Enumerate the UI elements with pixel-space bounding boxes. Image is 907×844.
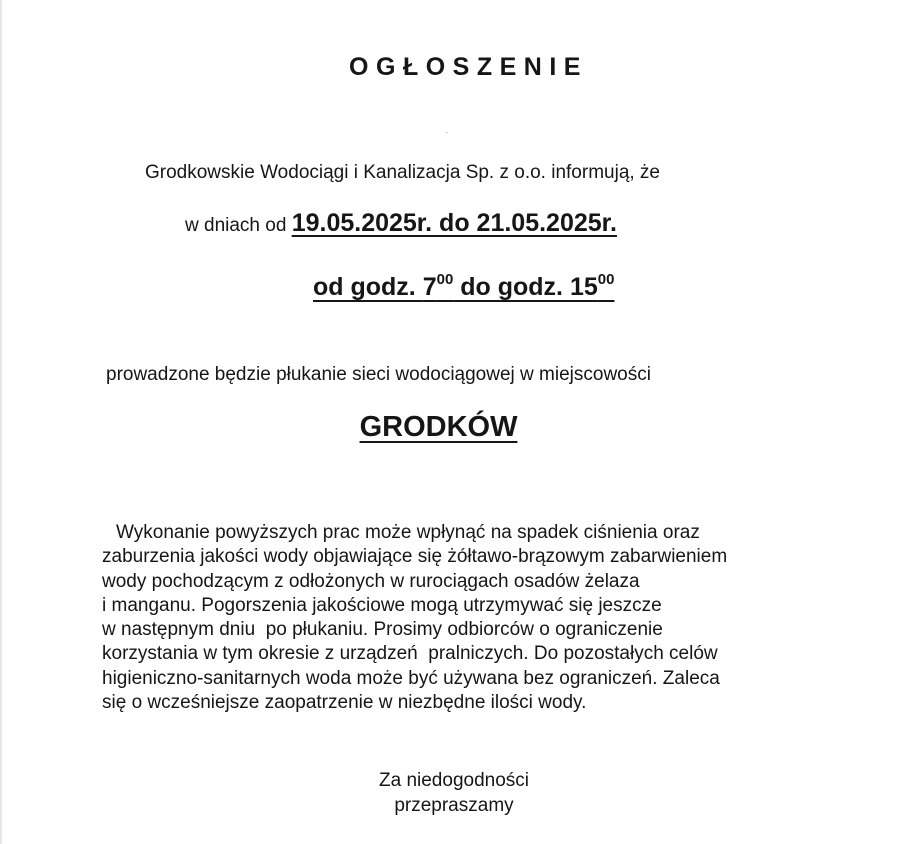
apology-block — [0, 768, 907, 818]
hours-from-hour: 7 — [422, 273, 437, 301]
town-name: GRODKÓW — [359, 411, 518, 443]
body-line: korzystania w tym okresie z urządzeń pralniczych. Do pozostałych celów — [102, 643, 718, 665]
body-line: zaburzenia jakości wody objawiające się żółtawo-brązowym zabarwieniem — [102, 546, 728, 568]
scan-speck — [446, 132, 448, 133]
apology-line: Za niedogodności — [379, 770, 529, 791]
body-paragraph — [102, 521, 727, 715]
flushing-text: prowadzone będzie płukanie sieci wodociągowej w miejscowości — [106, 364, 651, 385]
apology-line: przepraszamy — [394, 795, 514, 816]
hours-to-label: do godz. — [453, 273, 570, 301]
body-line: się o wcześniejsze zaopatrzenie w niezbędne ilości wody. — [102, 692, 587, 714]
hours-to-minutes: 00 — [597, 271, 615, 288]
body-line: w następnym dniu po płukaniu. Prosimy odbiorców o ograniczenie — [102, 619, 663, 641]
dates-line — [185, 209, 617, 238]
hours-from-label: od godz. — [313, 273, 423, 301]
dates-range: 19.05.2025r. do 21.05.2025r. — [291, 209, 617, 237]
hours-line — [313, 273, 614, 302]
body-line: higieniczno-sanitarnych woda może być używana bez ograniczeń. Zaleca — [102, 667, 720, 689]
body-line: i manganu. Pogorszenia jakościowe mogą utrzymywać się jeszcze — [102, 594, 662, 616]
notice-title: OGŁOSZENIE — [349, 53, 588, 81]
hours-from-minutes: 00 — [436, 271, 454, 288]
intro-text: Grodkowskie Wodociągi i Kanalizacja Sp. z o.o. informują, że — [145, 162, 661, 183]
hours-to-hour: 15 — [569, 273, 598, 301]
dates-prefix: w dniach od — [185, 215, 292, 236]
body-line: Wykonanie powyższych prac może wpłynąć na spadek ciśnienia oraz — [116, 522, 700, 543]
body-line: wody pochodzącym z odłożonych w rurociągach osadów żelaza — [102, 570, 640, 592]
